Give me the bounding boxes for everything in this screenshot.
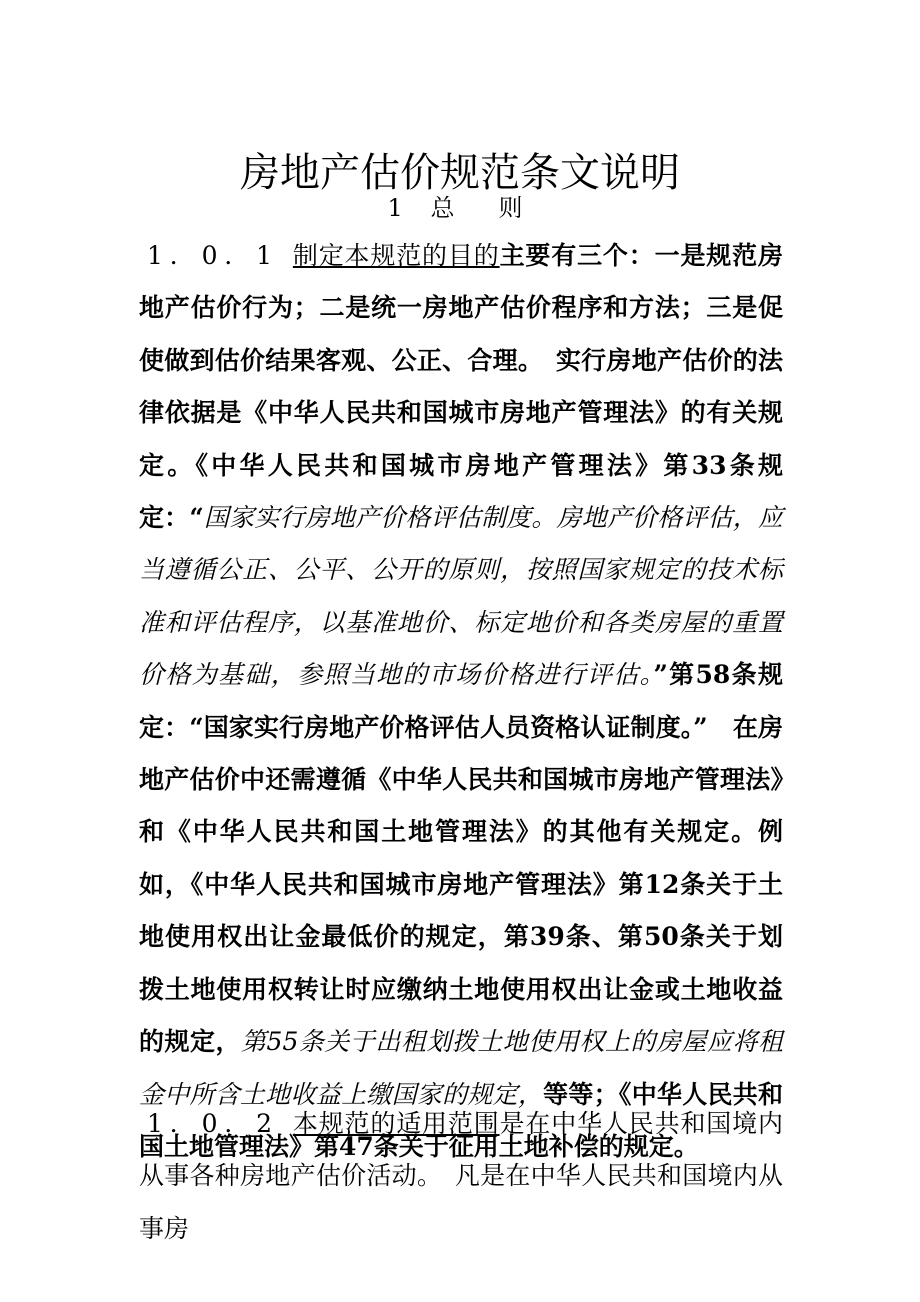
quoted-law-text: 国家实行房地产价格评估制度。房地产价格评估，应当遵循公正、公平、公开的原则，按照国家规定的技术标准和评估程序，以基准地价、标定地价和各类房屋的重置价格为基础，参照当地的市场价格进行评估。	[139, 503, 783, 690]
clause-text: ”第58条规定：“国家实行房地产价格评估人员资格认证制度。” 在房地产估价中还需遵循《中华人民共和国城市房地产管理法》和《中华人民共和国土地管理法》的其他有关规定。例如，《中华人民共和国城市房地产管理法》第12条关于土地使用权出让金最低价的规定，第39条、第50条关于划拨土地使用权转让时应缴纳土地使用权出让金或土地收益的规定，	[139, 660, 783, 1057]
clause-text: 主要有三个：一是规范房地产估价行为；二是统一房地产估价程序和方法；三是促使做到估价结果客观、公正、合理。 实行房地产估价的法律依据是《中华人民共和国城市房地产管理法》的有关规定。《中华人民共和国城市房地产管理法》第33条规定：“	[139, 241, 783, 533]
document-title: 房地产估价规范条文说明	[240, 149, 680, 196]
clause-text: 等等；《中华人民共和国土地管理法》第47条关于征用土地补偿的规定。	[139, 1079, 783, 1161]
chapter-heading: 1 总 则	[387, 194, 533, 222]
clause-topic: 本规范的适用范围	[292, 1109, 500, 1138]
clause-number: 1．0．1	[147, 241, 293, 270]
clause-number: 1．0．2	[147, 1109, 293, 1138]
clause-topic: 制定本规范的目的	[292, 241, 500, 270]
clause-1-0-1	[139, 230, 783, 1173]
clause-1-0-2	[139, 1098, 783, 1255]
clause-text: 是在中华人民共和国境内从事各种房地产估价活动。 凡是在中华人民共和国境内从事房	[139, 1109, 783, 1243]
italic-law-reference: 第55条关于出租划拨土地使用权上的房屋应将租金中所含土地收益上缴国家的规定，	[139, 1027, 783, 1109]
